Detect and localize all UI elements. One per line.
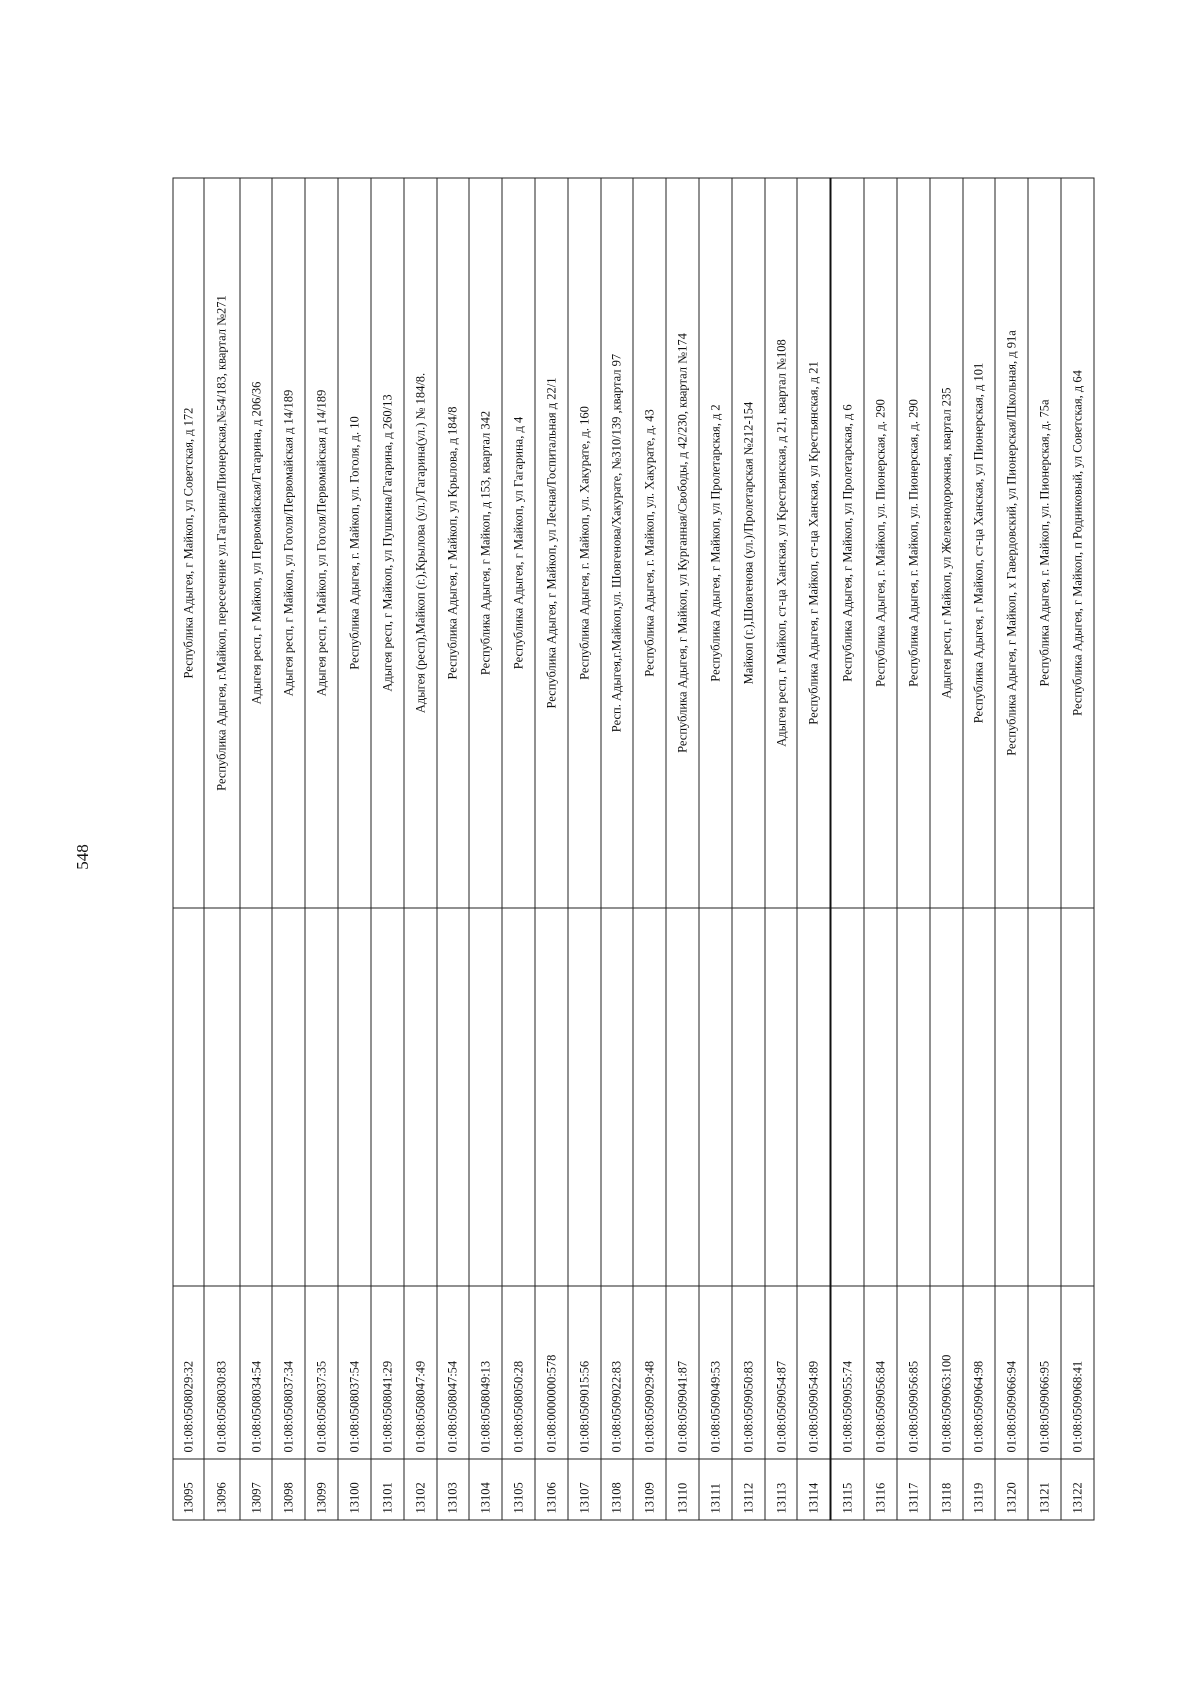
empty-cell <box>764 908 797 1286</box>
row-number-cell: 13122 <box>1060 1459 1093 1520</box>
address-cell: Адыгея респ, г Майкоп, ул Первомайская/Гагарина, д 206/36 <box>239 178 272 908</box>
empty-cell <box>305 908 338 1286</box>
address-cell: Республика Адыгея, г. Майкоп, ул. Пионерская, д. 75а <box>1028 178 1061 908</box>
cadastral-number-cell: 01:08:0509022:83 <box>600 1286 633 1459</box>
cadastral-number-cell: 01:08:0509055:74 <box>830 1286 863 1459</box>
row-number-cell: 13106 <box>534 1459 567 1520</box>
address-cell: Адыгея респ, г Майкоп, ул Пушкина/Гагарина, д 260/13 <box>370 178 403 908</box>
address-cell: Республика Адыгея, г Майкоп, ул Советская, д 172 <box>173 178 204 908</box>
address-cell: Республика Адыгея, г.Майкоп, пересечение ул.Гагарина/Пионерская,№54/183, квартал №271 <box>204 178 239 908</box>
table-row <box>305 178 338 1520</box>
address-cell: Адыгея респ, г Майкоп, ул Гоголя/Первомайская д 14/189 <box>305 178 338 908</box>
empty-cell <box>272 908 305 1286</box>
table-container <box>172 177 1094 1520</box>
cadastral-number-cell: 01:08:0509064:98 <box>962 1286 995 1459</box>
table-row <box>797 178 830 1520</box>
row-number-cell: 13117 <box>896 1459 929 1520</box>
row-number-cell: 13109 <box>633 1459 666 1520</box>
row-number-cell: 13116 <box>864 1459 897 1520</box>
address-cell: Республика Адыгея, г Майкоп, п Родниковый, ул Советская, д 64 <box>1060 178 1093 908</box>
empty-cell <box>534 908 567 1286</box>
address-cell: Республика Адыгея, г. Майкоп, ул. Хакурате, д. 160 <box>567 178 600 908</box>
address-cell: Республика Адыгея, г Майкоп, ст-ца Ханская, ул Пионерская, д 101 <box>962 178 995 908</box>
address-cell: Майкоп (г.),Шовгенова (ул.)/Пролетарская №212-154 <box>731 178 764 908</box>
table-row <box>173 178 204 1520</box>
cadastral-number-cell: 01:08:0509066:94 <box>995 1286 1028 1459</box>
row-number-cell: 13114 <box>797 1459 830 1520</box>
empty-cell <box>469 908 502 1286</box>
empty-cell <box>1060 908 1093 1286</box>
table-row <box>567 178 600 1520</box>
row-number-cell: 13103 <box>436 1459 469 1520</box>
address-cell: Республика Адыгея, г Майкоп, ул Пролетарская, д 6 <box>830 178 863 908</box>
table-row <box>534 178 567 1520</box>
table-row <box>502 178 535 1520</box>
cadastral-number-cell: 01:08:0509054:87 <box>764 1286 797 1459</box>
empty-cell <box>567 908 600 1286</box>
table-row <box>764 178 797 1520</box>
address-cell: Республика Адыгея, г. Майкоп, ул. Хакурате, д. 43 <box>633 178 666 908</box>
table-row <box>830 178 863 1520</box>
row-number-cell: 13105 <box>502 1459 535 1520</box>
address-cell: Респ. Адыгея,г.Майкоп,ул. Шовгенова/Хакурате, №310/139 ,квартал 97 <box>600 178 633 908</box>
table-row <box>370 178 403 1520</box>
cadastral-number-cell: 01:08:0509029:48 <box>633 1286 666 1459</box>
table-row <box>896 178 929 1520</box>
address-cell: Республика Адыгея, г Майкоп, ст-ца Ханская, ул Крестьянская, д 21 <box>797 178 830 908</box>
table-row <box>436 178 469 1520</box>
table-row <box>699 178 732 1520</box>
cadastral-number-cell: 01:08:0509068:41 <box>1060 1286 1093 1459</box>
row-number-cell: 13113 <box>764 1459 797 1520</box>
cadastral-number-cell: 01:08:0509054:89 <box>797 1286 830 1459</box>
row-number-cell: 13095 <box>173 1459 204 1520</box>
cadastral-number-cell: 01:08:0508030:83 <box>204 1286 239 1459</box>
empty-cell <box>830 908 863 1286</box>
cadastral-number-cell: 01:08:0508037:34 <box>272 1286 305 1459</box>
row-number-cell: 13104 <box>469 1459 502 1520</box>
cadastral-number-cell: 01:08:0509063:100 <box>929 1286 962 1459</box>
empty-cell <box>666 908 699 1286</box>
cadastral-number-cell: 01:08:0508049:13 <box>469 1286 502 1459</box>
table-row <box>600 178 633 1520</box>
empty-cell <box>239 908 272 1286</box>
row-number-cell: 13099 <box>305 1459 338 1520</box>
empty-cell <box>204 908 239 1286</box>
cadastral-number-cell: 01:08:0508047:54 <box>436 1286 469 1459</box>
cadastral-number-cell: 01:08:0509041:87 <box>666 1286 699 1459</box>
table-row <box>272 178 305 1520</box>
cadastral-number-cell: 01:08:0508050:28 <box>502 1286 535 1459</box>
table-row <box>731 178 764 1520</box>
address-cell: Адыгея респ, г Майкоп, ул Гоголя/Первомайская д 14/189 <box>272 178 305 908</box>
table-row <box>864 178 897 1520</box>
empty-cell <box>995 908 1028 1286</box>
address-cell: Республика Адыгея, г Майкоп, ул Гагарина, д 4 <box>502 178 535 908</box>
table-row <box>469 178 502 1520</box>
cadastral-number-cell: 01:08:0509056:85 <box>896 1286 929 1459</box>
table-row <box>204 178 239 1520</box>
row-number-cell: 13119 <box>962 1459 995 1520</box>
table-row <box>1060 178 1093 1520</box>
empty-cell <box>600 908 633 1286</box>
cadastral-number-cell: 01:08:0508034:54 <box>239 1286 272 1459</box>
empty-cell <box>1028 908 1061 1286</box>
empty-cell <box>502 908 535 1286</box>
cadastral-number-cell: 01:08:0509056:84 <box>864 1286 897 1459</box>
empty-cell <box>864 908 897 1286</box>
row-number-cell: 13108 <box>600 1459 633 1520</box>
cadastral-number-cell: 01:08:0509049:53 <box>699 1286 732 1459</box>
row-number-cell: 13100 <box>338 1459 371 1520</box>
row-number-cell: 13111 <box>699 1459 732 1520</box>
table-row <box>338 178 371 1520</box>
address-cell: Адыгея (респ),Майкоп (г.),Крылова (ул.)/Гагарина(ул.) № 184/8. <box>403 178 436 908</box>
cadastral-number-cell: 01:08:0508037:35 <box>305 1286 338 1459</box>
empty-cell <box>173 908 204 1286</box>
cadastral-number-cell: 01:08:0508047:49 <box>403 1286 436 1459</box>
address-cell: Республика Адыгея, г Майкоп, ул Пролетарская, д 2 <box>699 178 732 908</box>
table-row <box>962 178 995 1520</box>
row-number-cell: 13101 <box>370 1459 403 1520</box>
address-cell: Республика Адыгея, г Майкоп, д 153, квартал 342 <box>469 178 502 908</box>
table-row <box>403 178 436 1520</box>
row-number-cell: 13107 <box>567 1459 600 1520</box>
empty-cell <box>962 908 995 1286</box>
row-number-cell: 13121 <box>1028 1459 1061 1520</box>
address-cell: Республика Адыгея, г. Майкоп, ул. Пионерская, д. 290 <box>864 178 897 908</box>
registry-table <box>172 177 1094 1520</box>
row-number-cell: 13096 <box>204 1459 239 1520</box>
row-number-cell: 13120 <box>995 1459 1028 1520</box>
row-number-cell: 13115 <box>830 1459 863 1520</box>
empty-cell <box>896 908 929 1286</box>
registry-table-body <box>173 178 1094 1520</box>
cadastral-number-cell: 01:08:0508041:29 <box>370 1286 403 1459</box>
empty-cell <box>436 908 469 1286</box>
cadastral-number-cell: 01:08:0509050:83 <box>731 1286 764 1459</box>
empty-cell <box>338 908 371 1286</box>
table-row <box>995 178 1028 1520</box>
table-row <box>666 178 699 1520</box>
table-row <box>929 178 962 1520</box>
empty-cell <box>797 908 830 1286</box>
address-cell: Республика Адыгея, г Майкоп, ул Лесная/Госпитальная д 22/1 <box>534 178 567 908</box>
table-row <box>633 178 666 1520</box>
address-cell: Республика Адыгея, г. Майкоп, ул. Гоголя, д. 10 <box>338 178 371 908</box>
empty-cell <box>633 908 666 1286</box>
row-number-cell: 13118 <box>929 1459 962 1520</box>
cadastral-number-cell: 01:08:0000000:578 <box>534 1286 567 1459</box>
table-row <box>1028 178 1061 1520</box>
address-cell: Республика Адыгея, г. Майкоп, ул. Пионерская, д. 290 <box>896 178 929 908</box>
empty-cell <box>731 908 764 1286</box>
cadastral-number-cell: 01:08:0508037:54 <box>338 1286 371 1459</box>
empty-cell <box>403 908 436 1286</box>
table-row <box>239 178 272 1520</box>
empty-cell <box>370 908 403 1286</box>
row-number-cell: 13097 <box>239 1459 272 1520</box>
empty-cell <box>929 908 962 1286</box>
address-cell: Адыгея респ, г Майкоп, ст-ца Ханская, ул Крестьянская, д 21, квартал №108 <box>764 178 797 908</box>
address-cell: Республика Адыгея, г Майкоп, х Гавердовский, ул Пионерская/Школьная, д 91а <box>995 178 1028 908</box>
page-number: 548 <box>73 844 92 870</box>
row-number-cell: 13102 <box>403 1459 436 1520</box>
empty-cell <box>699 908 732 1286</box>
cadastral-number-cell: 01:08:0508029:32 <box>173 1286 204 1459</box>
row-number-cell: 13110 <box>666 1459 699 1520</box>
row-number-cell: 13112 <box>731 1459 764 1520</box>
address-cell: Адыгея респ, г Майкоп, ул Железнодорожная, квартал 235 <box>929 178 962 908</box>
cadastral-number-cell: 01:08:0509015:56 <box>567 1286 600 1459</box>
cadastral-number-cell: 01:08:0509066:95 <box>1028 1286 1061 1459</box>
row-number-cell: 13098 <box>272 1459 305 1520</box>
address-cell: Республика Адыгея, г Майкоп, ул Курганная/Свободы, д 42/230, квартал №174 <box>666 178 699 908</box>
address-cell: Республика Адыгея, г Майкоп, ул Крылова, д 184/8 <box>436 178 469 908</box>
